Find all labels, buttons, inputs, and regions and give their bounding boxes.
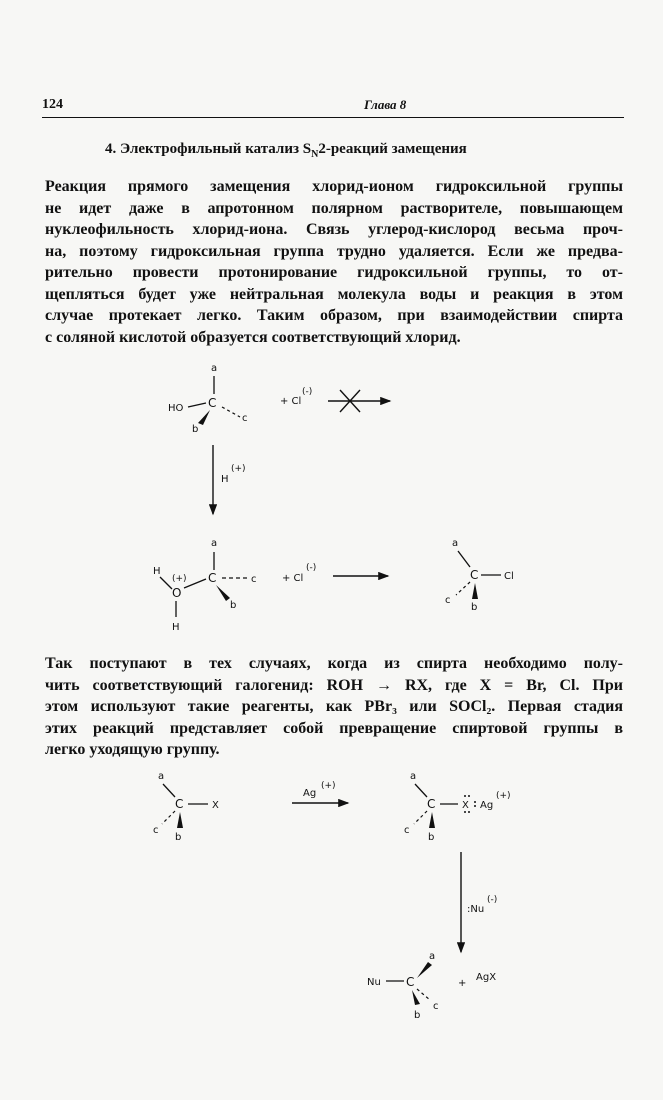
chapter-title: Глава 8 bbox=[364, 97, 407, 112]
silver-label: Ag bbox=[480, 800, 494, 811]
text-line: Так поступают в тех случаях, когда из спирта необходимо полу- bbox=[45, 655, 623, 672]
sub-a-label: a bbox=[211, 363, 218, 374]
carbon-label: C bbox=[427, 797, 436, 811]
sub-a-label: a bbox=[410, 771, 417, 782]
carbon-label: C bbox=[175, 797, 184, 811]
charge-plus: (+) bbox=[496, 791, 511, 801]
text-line: этом используют такие реагенты, как PBr₃ или SOCl₂. Первая стадия bbox=[45, 698, 624, 715]
dash-bond bbox=[414, 811, 427, 824]
section-heading: 4. Электрофильный катализ $S_N2$-реакций замещения bbox=[105, 141, 467, 160]
nucleophile-label: :Nu bbox=[467, 904, 485, 915]
proton-label: H bbox=[221, 474, 229, 485]
text-line: на, поэтому гидроксильная группа трудно удаляется. Если же предва- bbox=[45, 242, 623, 260]
plus-cl-label: + Cl bbox=[282, 573, 304, 584]
text-line: рительно провести протонирование гидроксильной группы, то от- bbox=[45, 264, 623, 281]
sub-a-label: a bbox=[158, 771, 165, 782]
charge-plus: (+) bbox=[231, 464, 246, 474]
carbon-label: C bbox=[470, 568, 479, 582]
sub-a-label: a bbox=[211, 538, 218, 549]
bond-line bbox=[163, 784, 175, 797]
text-line: не идет даже в апротонном полярном растворителе, повышающем bbox=[45, 199, 623, 217]
text-line: щепляться будет уже нейтральная молекула воды и реакция в этом bbox=[45, 285, 623, 303]
text-line: Реакция прямого замещения хлорид-ионом гидроксильной группы bbox=[45, 178, 623, 195]
nu-label: Nu bbox=[367, 977, 381, 988]
text-line: нуклеофильность хлорид-иона. Связь углерод-кислород весьма проч- bbox=[45, 221, 623, 238]
plus-sign: + bbox=[458, 978, 467, 989]
charge-minus: (-) bbox=[487, 895, 498, 905]
wedge-bond bbox=[177, 812, 183, 828]
hydrogen-label: H bbox=[153, 566, 161, 577]
sub-c-label: c bbox=[242, 413, 248, 424]
sub-c-label: c bbox=[251, 574, 257, 585]
complex-x-label: X bbox=[462, 800, 469, 811]
carbon-label: C bbox=[208, 396, 217, 410]
dash-bond bbox=[162, 811, 175, 824]
sub-b-label: b bbox=[192, 424, 199, 435]
charge-minus: (-) bbox=[306, 563, 317, 573]
wedge-bond bbox=[417, 962, 432, 978]
sub-c-label: c bbox=[445, 595, 451, 606]
sub-b-label: b bbox=[471, 602, 478, 613]
halogen-label: X bbox=[212, 800, 219, 811]
chlorine-label: Cl bbox=[504, 571, 514, 582]
sub-b-label: b bbox=[428, 832, 435, 843]
charge-plus: (+) bbox=[321, 781, 336, 791]
text-line: чить соответствующий галогенид: ROH → RX, где X = Br, Cl. При bbox=[45, 676, 623, 694]
carbon-label: C bbox=[406, 975, 415, 989]
wedge-bond bbox=[429, 812, 435, 828]
sub-a-label: a bbox=[429, 951, 436, 962]
oxygen-label: O bbox=[172, 586, 182, 600]
sub-c-label: c bbox=[153, 825, 159, 836]
carbon-label: C bbox=[208, 571, 217, 585]
sub-b-label: b bbox=[414, 1010, 421, 1021]
charge-minus: (-) bbox=[302, 387, 313, 397]
charge-plus: (+) bbox=[172, 574, 187, 584]
sub-a-label: a bbox=[452, 538, 459, 549]
text-line: этих реакций представляет собой превращение спиртовой группы в bbox=[45, 719, 623, 737]
wedge-bond bbox=[412, 990, 420, 1005]
dash-bond bbox=[417, 989, 430, 1000]
page-number: 124 bbox=[42, 97, 63, 112]
sub-c-label: c bbox=[433, 1001, 439, 1012]
hydroxyl-label: HO bbox=[168, 403, 184, 414]
product-label: AgX bbox=[476, 972, 497, 983]
text-line: легко уходящую группу. bbox=[45, 741, 220, 758]
hydrogen-label: H bbox=[172, 622, 180, 633]
plus-cl-label: + Cl bbox=[280, 396, 302, 407]
silver-label: Ag bbox=[303, 788, 317, 799]
text-line: случае протекает легко. Таким образом, при взаимодействии спирта bbox=[45, 307, 623, 324]
bond-line bbox=[415, 784, 427, 797]
sub-b-label: b bbox=[175, 832, 182, 843]
text-line: с соляной кислотой образуется соответствующий хлорид. bbox=[45, 328, 461, 346]
sub-b-label: b bbox=[230, 600, 237, 611]
sub-c-label: c bbox=[404, 825, 410, 836]
